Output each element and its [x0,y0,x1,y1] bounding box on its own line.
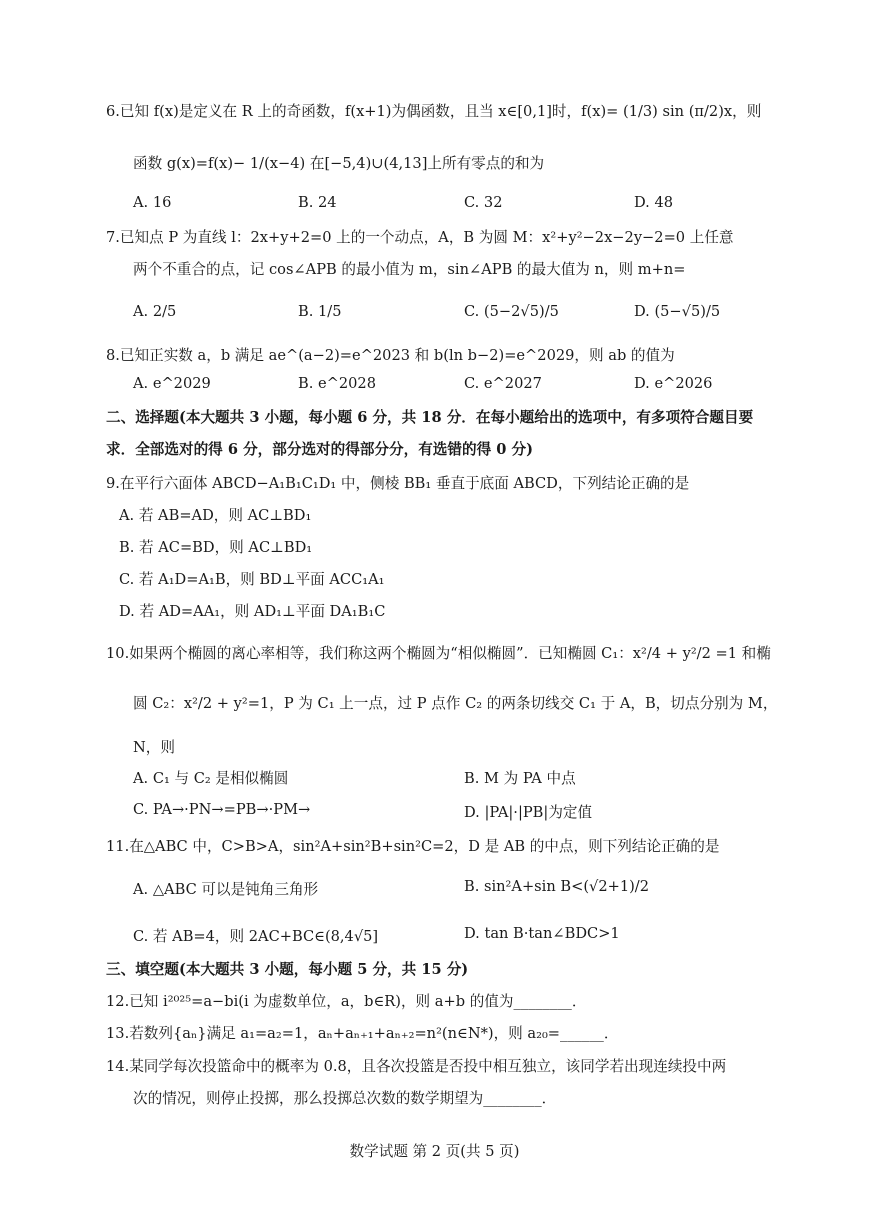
q9-option-a: A. 若 AB=AD，则 AC⊥BD₁ [119,507,312,524]
q9-option-b: B. 若 AC=BD，则 AC⊥BD₁ [119,539,313,556]
section2-header-line1: 二、选择题(本大题共 3 小题，每小题 6 分，共 18 分．在每小题给出的选项中，有多项符合题目要 [106,409,754,426]
q11-option-a: A. △ABC 可以是钝角三角形 [133,881,319,898]
q10-line1: 10.如果两个椭圆的离心率相等，我们称这两个椭圆为“相似椭圆”．已知椭圆 C₁：x²/4 + y²/2 =1 和椭 [106,645,771,662]
q14-line2: 次的情况，则停止投掷，那么投掷总次数的数学期望为________． [133,1090,557,1107]
q10-option-c: C. PA→·PN→=PB→·PM→ [133,801,311,818]
q6-option-c: C. 32 [464,194,503,211]
q13-line1: 13.若数列{aₙ}满足 a₁=a₂=1，aₙ+aₙ₊₁+aₙ₊₂=n²(n∈N*)，则 a₂₀=______． [106,1025,619,1042]
q10-line3: N，则 [133,739,175,756]
section3-header: 三、填空题(本大题共 3 小题，每小题 5 分，共 15 分) [106,961,469,978]
q10-option-b: B. M 为 PA 中点 [464,770,576,787]
q11-line1: 11.在△ABC 中，C>B>A，sin²A+sin²B+sin²C=2，D 是 AB 的中点，则下列结论正确的是 [106,838,720,855]
q9-line1: 9.在平行六面体 ABCD−A₁B₁C₁D₁ 中，侧棱 BB₁ 垂直于底面 ABCD，下列结论正确的是 [106,475,690,492]
q6-line2: 函数 g(x)=f(x)− 1/(x−4) 在[−5,4)∪(4,13]上所有零点的和为 [133,155,545,172]
q7-option-c: C. (5−2√5)/5 [464,303,559,320]
q14-line1: 14.某同学每次投篮命中的概率为 0.8，且各次投篮是否投中相互独立，该同学若出现连续投中两 [106,1058,727,1075]
q8-option-b: B. e^2028 [298,375,377,392]
q6-line1: 6.已知 f(x)是定义在 R 上的奇函数，f(x+1)为偶函数，且当 x∈[0,1]时，f(x)= (1/3) sin (π/2)x，则 [106,103,762,120]
q11-option-b: B. sin²A+sin B<(√2+1)/2 [464,878,650,895]
q10-option-d: D. |PA|·|PB|为定值 [464,804,593,821]
q8-option-c: C. e^2027 [464,375,542,392]
q11-option-c: C. 若 AB=4，则 2AC+BC∈(8,4√5] [133,928,379,945]
q8-option-d: D. e^2026 [634,375,713,392]
q11-option-d: D. tan B·tan∠BDC>1 [464,925,620,942]
q7-option-a: A. 2/5 [133,303,177,320]
q9-option-c: C. 若 A₁D=A₁B，则 BD⊥平面 ACC₁A₁ [119,571,385,588]
q7-option-d: D. (5−√5)/5 [634,303,721,320]
section2-header-line2: 求．全部选对的得 6 分，部分选对的得部分分，有选错的得 0 分) [106,441,533,458]
q7-line2: 两个不重合的点，记 cos∠APB 的最小值为 m，sin∠APB 的最大值为 n，则 m+n= [133,261,686,278]
q6-option-d: D. 48 [634,194,674,211]
q12-line1: 12.已知 i²⁰²⁵=a−bi(i 为虚数单位，a，b∈R)，则 a+b 的值为________． [106,993,587,1010]
q7-option-b: B. 1/5 [298,303,342,320]
q10-option-a: A. C₁ 与 C₂ 是相似椭圆 [133,770,289,787]
q7-line1: 7.已知点 P 为直线 l：2x+y+2=0 上的一个动点，A，B 为圆 M：x²+y²−2x−2y−2=0 上任意 [106,229,734,246]
q8-option-a: A. e^2029 [133,375,211,392]
q10-line2: 圆 C₂：x²/2 + y²=1，P 为 C₁ 上一点，过 P 点作 C₂ 的两条切线交 C₁ 于 A，B，切点分别为 M， [133,695,778,712]
q6-option-a: A. 16 [133,194,172,211]
q6-option-b: B. 24 [298,194,337,211]
q8-line1: 8.已知正实数 a，b 满足 ae^(a−2)=e^2023 和 b(ln b−2)=e^2029，则 ab 的值为 [106,347,675,364]
q9-option-d: D. 若 AD=AA₁，则 AD₁⊥平面 DA₁B₁C [119,603,386,620]
page-footer: 数学试题 第 2 页(共 5 页) [349,1143,520,1160]
